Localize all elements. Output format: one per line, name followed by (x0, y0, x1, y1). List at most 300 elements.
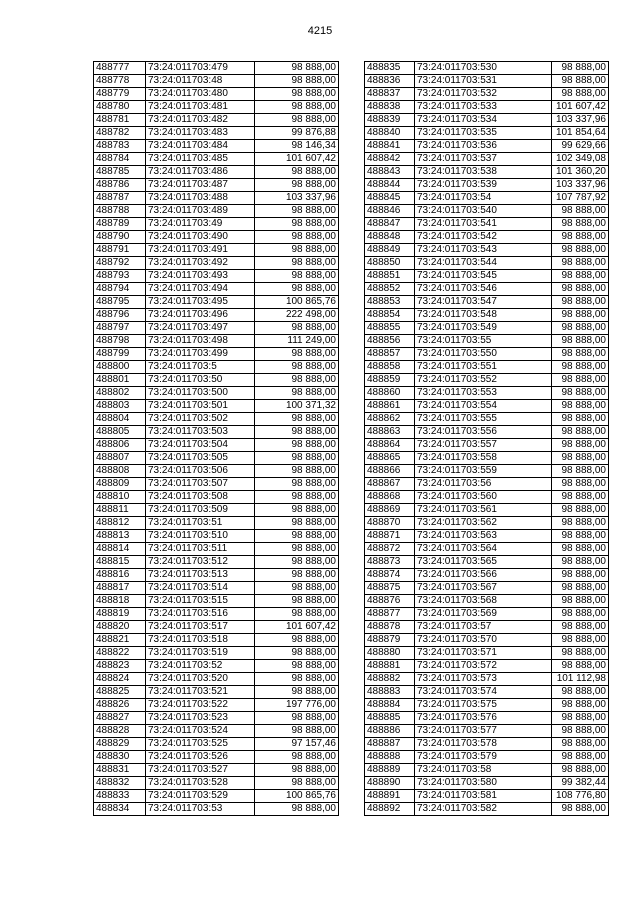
cadastral-value: 101 854,64 (552, 127, 609, 140)
cadastral-number: 73:24:011703:538 (415, 166, 552, 179)
cadastral-value: 98 888,00 (552, 296, 609, 309)
cadastral-number: 73:24:011703:579 (415, 751, 552, 764)
table-row (365, 478, 609, 491)
cadastral-number: 73:24:011703:539 (415, 179, 552, 192)
table-row (94, 608, 339, 621)
row-number: 488848 (365, 231, 415, 244)
cadastral-value: 98 888,00 (255, 348, 339, 361)
cadastral-value: 98 888,00 (552, 426, 609, 439)
row-number: 488795 (94, 296, 146, 309)
cadastral-number: 73:24:011703:514 (146, 582, 255, 595)
cadastral-number: 73:24:011703:534 (415, 114, 552, 127)
cadastral-number: 73:24:011703:51 (146, 517, 255, 530)
table-row (94, 322, 339, 335)
row-number: 488788 (94, 205, 146, 218)
cadastral-number: 73:24:011703:535 (415, 127, 552, 140)
cadastral-value: 107 787,92 (552, 192, 609, 205)
row-number: 488784 (94, 153, 146, 166)
cadastral-value: 98 888,00 (552, 322, 609, 335)
register-table-left-body (94, 62, 339, 816)
cadastral-value: 98 888,00 (552, 270, 609, 283)
cadastral-value: 98 888,00 (552, 335, 609, 348)
row-number: 488828 (94, 725, 146, 738)
cadastral-number: 73:24:011703:48 (146, 75, 255, 88)
cadastral-number: 73:24:011703:548 (415, 309, 552, 322)
row-number: 488840 (365, 127, 415, 140)
cadastral-value: 102 349,08 (552, 153, 609, 166)
cadastral-number: 73:24:011703:515 (146, 595, 255, 608)
cadastral-number: 73:24:011703:484 (146, 140, 255, 153)
cadastral-number: 73:24:011703:483 (146, 127, 255, 140)
cadastral-number: 73:24:011703:576 (415, 712, 552, 725)
table-row (94, 569, 339, 582)
row-number: 488791 (94, 244, 146, 257)
cadastral-number: 73:24:011703:541 (415, 218, 552, 231)
row-number: 488856 (365, 335, 415, 348)
cadastral-value: 222 498,00 (255, 309, 339, 322)
row-number: 488853 (365, 296, 415, 309)
cadastral-number: 73:24:011703:543 (415, 244, 552, 257)
table-row (94, 88, 339, 101)
cadastral-value: 98 888,00 (255, 556, 339, 569)
cadastral-value: 111 249,00 (255, 335, 339, 348)
table-row (365, 738, 609, 751)
cadastral-number: 73:24:011703:513 (146, 569, 255, 582)
table-row (94, 335, 339, 348)
cadastral-number: 73:24:011703:58 (415, 764, 552, 777)
cadastral-number: 73:24:011703:512 (146, 556, 255, 569)
row-number: 488883 (365, 686, 415, 699)
table-row (94, 452, 339, 465)
table-row (94, 543, 339, 556)
table-row (365, 582, 609, 595)
row-number: 488852 (365, 283, 415, 296)
cadastral-number: 73:24:011703:577 (415, 725, 552, 738)
table-row (94, 478, 339, 491)
row-number: 488845 (365, 192, 415, 205)
row-number: 488889 (365, 764, 415, 777)
cadastral-value: 98 888,00 (255, 751, 339, 764)
cadastral-number: 73:24:011703:523 (146, 712, 255, 725)
row-number: 488878 (365, 621, 415, 634)
row-number: 488813 (94, 530, 146, 543)
table-row (365, 608, 609, 621)
cadastral-value: 98 888,00 (255, 257, 339, 270)
cadastral-number: 73:24:011703:558 (415, 452, 552, 465)
table-row (365, 725, 609, 738)
row-number: 488885 (365, 712, 415, 725)
row-number: 488891 (365, 790, 415, 803)
cadastral-number: 73:24:011703:521 (146, 686, 255, 699)
cadastral-value: 98 888,00 (255, 439, 339, 452)
row-number: 488826 (94, 699, 146, 712)
table-row (365, 621, 609, 634)
cadastral-value: 98 888,00 (552, 686, 609, 699)
cadastral-number: 73:24:011703:501 (146, 400, 255, 413)
cadastral-value: 101 607,42 (255, 621, 339, 634)
cadastral-number: 73:24:011703:560 (415, 491, 552, 504)
row-number: 488799 (94, 348, 146, 361)
table-row (94, 205, 339, 218)
table-row (94, 491, 339, 504)
table-row (365, 309, 609, 322)
cadastral-value: 98 888,00 (255, 803, 339, 816)
row-number: 488807 (94, 452, 146, 465)
cadastral-value: 97 157,46 (255, 738, 339, 751)
cadastral-value: 98 888,00 (552, 218, 609, 231)
cadastral-value: 98 888,00 (552, 452, 609, 465)
cadastral-number: 73:24:011703:49 (146, 218, 255, 231)
row-number: 488838 (365, 101, 415, 114)
cadastral-number: 73:24:011703:581 (415, 790, 552, 803)
cadastral-value: 98 888,00 (552, 387, 609, 400)
table-row (365, 192, 609, 205)
cadastral-value: 98 888,00 (552, 348, 609, 361)
cadastral-number: 73:24:011703:531 (415, 75, 552, 88)
table-row (365, 348, 609, 361)
table-row (94, 309, 339, 322)
table-row (365, 777, 609, 790)
table-row (94, 179, 339, 192)
table-row (365, 283, 609, 296)
row-number: 488786 (94, 179, 146, 192)
row-number: 488796 (94, 309, 146, 322)
row-number: 488867 (365, 478, 415, 491)
row-number: 488792 (94, 257, 146, 270)
cadastral-number: 73:24:011703:563 (415, 530, 552, 543)
row-number: 488833 (94, 790, 146, 803)
row-number: 488865 (365, 452, 415, 465)
row-number: 488805 (94, 426, 146, 439)
row-number: 488882 (365, 673, 415, 686)
cadastral-value: 98 888,00 (255, 478, 339, 491)
cadastral-value: 98 888,00 (255, 465, 339, 478)
row-number: 488778 (94, 75, 146, 88)
row-number: 488817 (94, 582, 146, 595)
cadastral-number: 73:24:011703:518 (146, 634, 255, 647)
row-number: 488810 (94, 491, 146, 504)
cadastral-number: 73:24:011703:502 (146, 413, 255, 426)
register-table-left (93, 61, 339, 816)
table-row (94, 582, 339, 595)
cadastral-number: 73:24:011703:570 (415, 634, 552, 647)
cadastral-value: 98 888,00 (552, 660, 609, 673)
table-row (94, 712, 339, 725)
table-row (94, 374, 339, 387)
row-number: 488884 (365, 699, 415, 712)
table-row (365, 296, 609, 309)
cadastral-value: 98 888,00 (255, 218, 339, 231)
row-number: 488857 (365, 348, 415, 361)
table-row (94, 647, 339, 660)
row-number: 488823 (94, 660, 146, 673)
table-row (94, 504, 339, 517)
cadastral-value: 98 888,00 (255, 530, 339, 543)
table-row (94, 530, 339, 543)
cadastral-value: 98 888,00 (255, 88, 339, 101)
cadastral-number: 73:24:011703:544 (415, 257, 552, 270)
table-row (365, 101, 609, 114)
cadastral-value: 98 888,00 (255, 75, 339, 88)
table-row (365, 166, 609, 179)
cadastral-number: 73:24:011703:50 (146, 374, 255, 387)
table-row (365, 335, 609, 348)
table-row (94, 257, 339, 270)
row-number: 488831 (94, 764, 146, 777)
cadastral-number: 73:24:011703:499 (146, 348, 255, 361)
table-row (94, 790, 339, 803)
cadastral-number: 73:24:011703:491 (146, 244, 255, 257)
table-row (365, 361, 609, 374)
row-number: 488821 (94, 634, 146, 647)
cadastral-number: 73:24:011703:542 (415, 231, 552, 244)
table-row (365, 400, 609, 413)
cadastral-number: 73:24:011703:492 (146, 257, 255, 270)
table-row (94, 621, 339, 634)
table-row (94, 296, 339, 309)
cadastral-number: 73:24:011703:545 (415, 270, 552, 283)
table-row (365, 504, 609, 517)
cadastral-number: 73:24:011703:489 (146, 205, 255, 218)
cadastral-number: 73:24:011703:506 (146, 465, 255, 478)
row-number: 488816 (94, 569, 146, 582)
row-number: 488808 (94, 465, 146, 478)
cadastral-number: 73:24:011703:546 (415, 283, 552, 296)
row-number: 488793 (94, 270, 146, 283)
cadastral-value: 98 888,00 (552, 231, 609, 244)
cadastral-number: 73:24:011703:504 (146, 439, 255, 452)
table-row (94, 75, 339, 88)
row-number: 488864 (365, 439, 415, 452)
row-number: 488863 (365, 426, 415, 439)
table-row (94, 270, 339, 283)
cadastral-number: 73:24:011703:486 (146, 166, 255, 179)
cadastral-value: 98 888,00 (552, 621, 609, 634)
cadastral-number: 73:24:011703:578 (415, 738, 552, 751)
table-row (365, 452, 609, 465)
table-row (365, 75, 609, 88)
cadastral-number: 73:24:011703:573 (415, 673, 552, 686)
cadastral-number: 73:24:011703:562 (415, 517, 552, 530)
cadastral-number: 73:24:011703:490 (146, 231, 255, 244)
cadastral-number: 73:24:011703:479 (146, 62, 255, 75)
cadastral-value: 98 888,00 (255, 504, 339, 517)
row-number: 488812 (94, 517, 146, 530)
cadastral-value: 98 888,00 (255, 491, 339, 504)
cadastral-value: 98 888,00 (255, 205, 339, 218)
table-row (365, 686, 609, 699)
row-number: 488851 (365, 270, 415, 283)
table-row (365, 270, 609, 283)
cadastral-number: 73:24:011703:575 (415, 699, 552, 712)
cadastral-value: 98 888,00 (552, 205, 609, 218)
row-number: 488804 (94, 413, 146, 426)
row-number: 488800 (94, 361, 146, 374)
cadastral-number: 73:24:011703:559 (415, 465, 552, 478)
row-number: 488801 (94, 374, 146, 387)
table-row (94, 699, 339, 712)
table-row (94, 283, 339, 296)
row-number: 488886 (365, 725, 415, 738)
row-number: 488890 (365, 777, 415, 790)
cadastral-value: 197 776,00 (255, 699, 339, 712)
cadastral-value: 98 888,00 (552, 595, 609, 608)
cadastral-value: 98 888,00 (552, 556, 609, 569)
table-row (365, 153, 609, 166)
table-row (365, 114, 609, 127)
cadastral-number: 73:24:011703:481 (146, 101, 255, 114)
cadastral-value: 98 888,00 (552, 413, 609, 426)
cadastral-number: 73:24:011703:54 (415, 192, 552, 205)
row-number: 488832 (94, 777, 146, 790)
row-number: 488783 (94, 140, 146, 153)
cadastral-value: 98 888,00 (552, 699, 609, 712)
cadastral-value: 98 888,00 (255, 569, 339, 582)
cadastral-value: 98 888,00 (255, 413, 339, 426)
table-row (365, 413, 609, 426)
cadastral-value: 100 865,76 (255, 296, 339, 309)
table-row (365, 595, 609, 608)
cadastral-number: 73:24:011703:567 (415, 582, 552, 595)
cadastral-value: 98 888,00 (255, 361, 339, 374)
row-number: 488781 (94, 114, 146, 127)
cadastral-value: 98 146,34 (255, 140, 339, 153)
row-number: 488887 (365, 738, 415, 751)
cadastral-value: 98 888,00 (255, 283, 339, 296)
cadastral-value: 101 607,42 (255, 153, 339, 166)
row-number: 488880 (365, 647, 415, 660)
cadastral-value: 98 888,00 (255, 517, 339, 530)
row-number: 488881 (365, 660, 415, 673)
cadastral-number: 73:24:011703:57 (415, 621, 552, 634)
row-number: 488858 (365, 361, 415, 374)
cadastral-value: 98 888,00 (552, 75, 609, 88)
table-row (365, 179, 609, 192)
row-number: 488837 (365, 88, 415, 101)
cadastral-value: 98 888,00 (552, 543, 609, 556)
cadastral-value: 98 888,00 (255, 647, 339, 660)
row-number: 488877 (365, 608, 415, 621)
row-number: 488814 (94, 543, 146, 556)
cadastral-value: 98 888,00 (255, 426, 339, 439)
row-number: 488825 (94, 686, 146, 699)
table-row (94, 777, 339, 790)
table-row (94, 686, 339, 699)
cadastral-number: 73:24:011703:525 (146, 738, 255, 751)
cadastral-value: 98 888,00 (255, 660, 339, 673)
cadastral-value: 98 888,00 (255, 452, 339, 465)
row-number: 488798 (94, 335, 146, 348)
table-row (365, 569, 609, 582)
table-row (94, 465, 339, 478)
row-number: 488861 (365, 400, 415, 413)
cadastral-value: 98 888,00 (255, 634, 339, 647)
row-number: 488789 (94, 218, 146, 231)
row-number: 488827 (94, 712, 146, 725)
table-row (365, 660, 609, 673)
row-number: 488866 (365, 465, 415, 478)
cadastral-value: 98 888,00 (552, 751, 609, 764)
cadastral-number: 73:24:011703:516 (146, 608, 255, 621)
cadastral-number: 73:24:011703:519 (146, 647, 255, 660)
cadastral-value: 98 888,00 (255, 179, 339, 192)
cadastral-number: 73:24:011703:557 (415, 439, 552, 452)
table-row (365, 322, 609, 335)
cadastral-number: 73:24:011703:526 (146, 751, 255, 764)
cadastral-value: 98 888,00 (552, 517, 609, 530)
cadastral-number: 73:24:011703:528 (146, 777, 255, 790)
cadastral-value: 98 888,00 (255, 686, 339, 699)
row-number: 488847 (365, 218, 415, 231)
row-number: 488787 (94, 192, 146, 205)
cadastral-value: 103 337,96 (552, 179, 609, 192)
cadastral-number: 73:24:011703:508 (146, 491, 255, 504)
table-row (365, 127, 609, 140)
table-row (94, 127, 339, 140)
row-number: 488824 (94, 673, 146, 686)
cadastral-value: 98 888,00 (552, 400, 609, 413)
cadastral-value: 98 888,00 (552, 582, 609, 595)
row-number: 488859 (365, 374, 415, 387)
cadastral-value: 98 888,00 (552, 738, 609, 751)
cadastral-value: 108 776,80 (552, 790, 609, 803)
table-row (365, 387, 609, 400)
cadastral-number: 73:24:011703:507 (146, 478, 255, 491)
page-number: 4215 (307, 25, 333, 37)
cadastral-value: 101 360,20 (552, 166, 609, 179)
row-number: 488829 (94, 738, 146, 751)
table-row (365, 62, 609, 75)
cadastral-value: 98 888,00 (255, 322, 339, 335)
cadastral-number: 73:24:011703:494 (146, 283, 255, 296)
row-number: 488868 (365, 491, 415, 504)
table-row (94, 166, 339, 179)
row-number: 488869 (365, 504, 415, 517)
row-number: 488790 (94, 231, 146, 244)
row-number: 488854 (365, 309, 415, 322)
cadastral-value: 98 888,00 (552, 504, 609, 517)
table-row (94, 400, 339, 413)
cadastral-value: 101 607,42 (552, 101, 609, 114)
cadastral-value: 98 888,00 (552, 712, 609, 725)
cadastral-number: 73:24:011703:505 (146, 452, 255, 465)
cadastral-value: 98 888,00 (255, 244, 339, 257)
table-row (94, 725, 339, 738)
table-row (94, 244, 339, 257)
table-row (365, 790, 609, 803)
row-number: 488835 (365, 62, 415, 75)
cadastral-number: 73:24:011703:550 (415, 348, 552, 361)
table-row (94, 140, 339, 153)
cadastral-number: 73:24:011703:52 (146, 660, 255, 673)
cadastral-number: 73:24:011703:495 (146, 296, 255, 309)
cadastral-number: 73:24:011703:555 (415, 413, 552, 426)
cadastral-number: 73:24:011703:553 (415, 387, 552, 400)
table-row (365, 764, 609, 777)
row-number: 488842 (365, 153, 415, 166)
row-number: 488879 (365, 634, 415, 647)
cadastral-number: 73:24:011703:566 (415, 569, 552, 582)
table-row (94, 595, 339, 608)
table-row (94, 764, 339, 777)
table-row (365, 244, 609, 257)
cadastral-number: 73:24:011703:529 (146, 790, 255, 803)
cadastral-number: 73:24:011703:520 (146, 673, 255, 686)
table-row (365, 374, 609, 387)
cadastral-number: 73:24:011703:537 (415, 153, 552, 166)
row-number: 488822 (94, 647, 146, 660)
cadastral-number: 73:24:011703:500 (146, 387, 255, 400)
